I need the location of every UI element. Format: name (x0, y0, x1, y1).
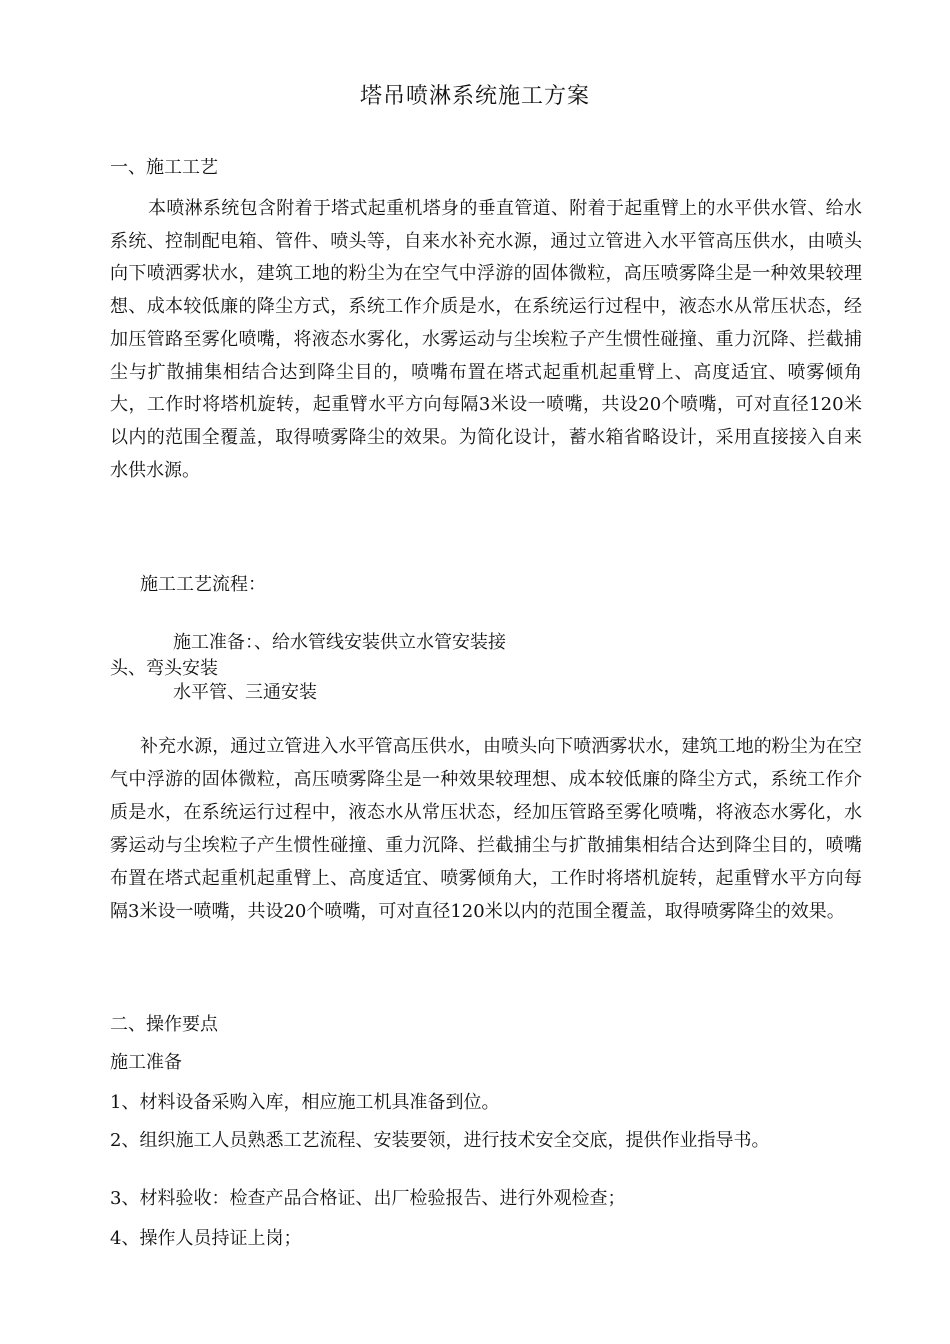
process-flow-line-3: 水平管、三通安装 (173, 682, 317, 703)
section-1-body: 本喷淋系统包含附着于塔式起重机塔身的垂直管道、附着于起重臂上的水平供水管、给水系统、控制配电箱、管件、喷头等，自来水补充水源，通过立管进入水平管高压供水，由喷头向下喷洒雾状水，建筑工地的粉尘为在空气中浮游的固体微粒，高压喷雾降尘是一种效果较理想、成本较低廉的降尘方式，系统工作介质是水，在系统运行过程中，液态水从常压状态，经加压管路至雾化喷嘴，将液态水雾化，水雾运动与尘埃粒子产生惯性碰撞、重力沉降、拦截捕尘与扩散捕集相结合达到降尘目的，喷嘴布置在塔式起重机起重臂上、高度适宜、喷雾倾角大，工作时将塔机旋转，起重臂水平方向每隔3米设一喷嘴，共设20个喷嘴，可对直径120米以内的范围全覆盖，取得喷雾降尘的效果。为简化设计，蓄水箱省略设计，采用直接接入自来水供水源。 (110, 198, 862, 481)
section-1-body-2: 补充水源，通过立管进入水平管高压供水，由喷头向下喷洒雾状水，建筑工地的粉尘为在空气中浮游的固体微粒，高压喷雾降尘是一种效果较理想、成本较低廉的降尘方式，系统工作介质是水，在系统运行过程中，液态水从常压状态，经加压管路至雾化喷嘴，将液态水雾化，水雾运动与尘埃粒子产生惯性碰撞、重力沉降、拦截捕尘与扩散捕集相结合达到降尘目的，喷嘴布置在塔式起重机起重臂上、高度适宜、喷雾倾角大，工作时将塔机旋转，起重臂水平方向每隔3米设一喷嘴，共设20个喷嘴，可对直径120米以内的范围全覆盖，取得喷雾降尘的效果。 (110, 736, 862, 922)
process-flow-line-2: 头、弯头安装 (110, 658, 218, 679)
section-2-subheading: 施工准备 (110, 1052, 182, 1073)
list-item: 3、材料验收：检查产品合格证、出厂检验报告、进行外观检查； (110, 1188, 626, 1209)
section-1-heading: 一、施工工艺 (110, 157, 218, 178)
list-item: 1、材料设备采购入库，相应施工机具准备到位。 (110, 1092, 500, 1113)
process-flow-line-1: 施工准备：、给水管线安装供立水管安装接 (173, 632, 506, 653)
list-item: 2、组织施工人员熟悉工艺流程、安装要领，进行技术安全交底，提供作业指导书。 (110, 1130, 770, 1151)
process-flow-label: 施工工艺流程： (140, 574, 266, 595)
section-2-heading: 二、操作要点 (110, 1014, 218, 1035)
document-title: 塔吊喷淋系统施工方案 (359, 84, 590, 109)
list-item: 4、操作人员持证上岗； (110, 1228, 302, 1249)
